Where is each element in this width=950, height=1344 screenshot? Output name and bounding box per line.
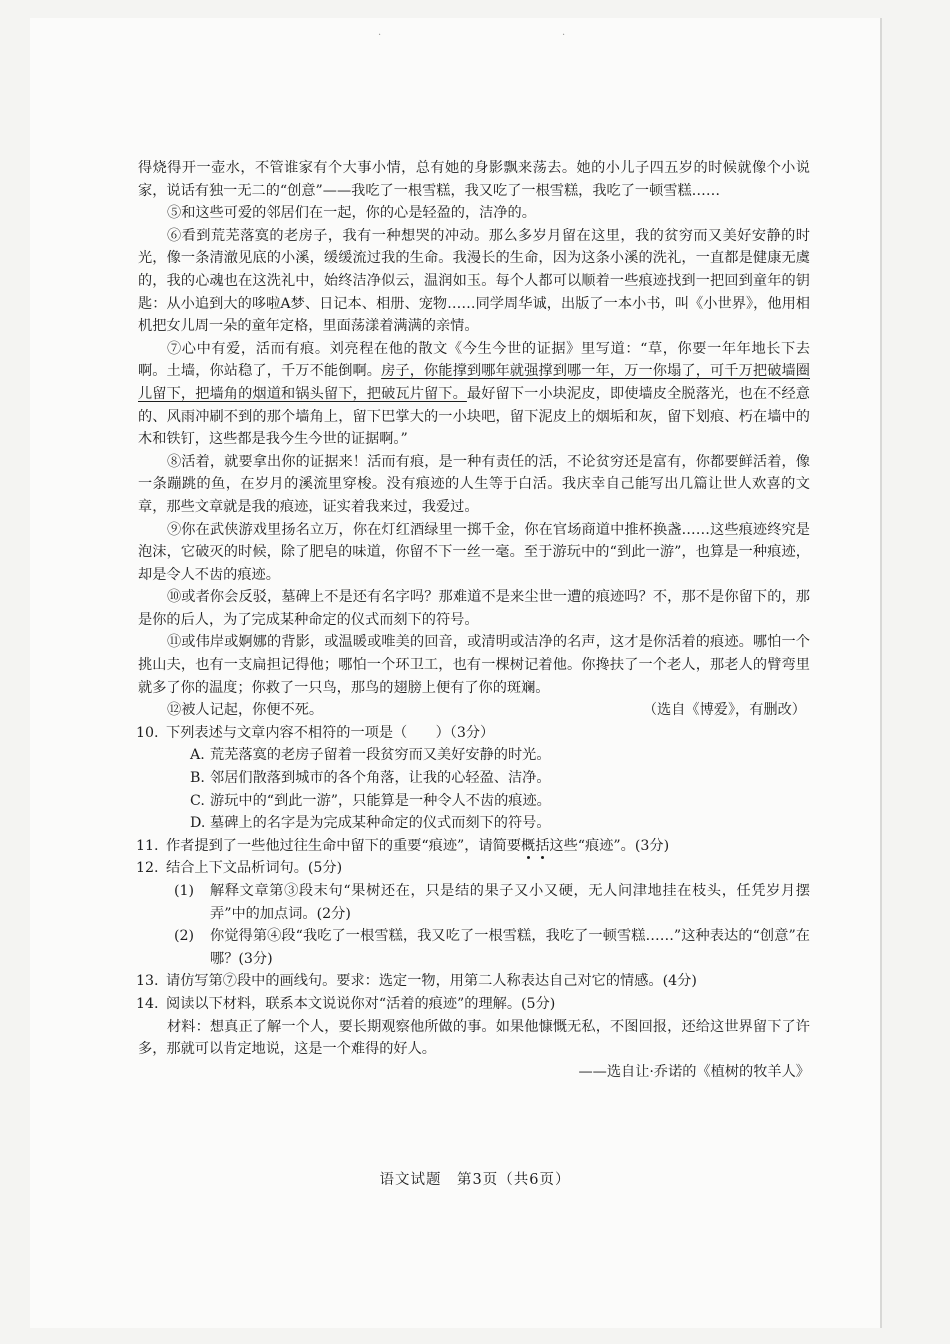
paragraph-5: ⑤和这些可爱的邻居们在一起，你的心是轻盈的，洁净的。: [167, 205, 536, 222]
paragraph-8: ⑧活着，就要拿出你的证据来！活而有痕，是一种有责任的活，不论贫穷还是富有，你都要鲜活着，像一条蹦跳的鱼，在岁月的溪流里穿梭。没有痕迹的人生等于白活。我庆幸自己能写出几篇让世人欢喜的文章，那些文章就是我的痕迹，证实着我来过，我爱过。: [138, 453, 810, 515]
page-footer: 语文试题 第3页（共6页）: [379, 1172, 571, 1188]
paragraph-6: ⑥看到荒芜落寞的老房子，我有一种想哭的冲动。那么多岁月留在这里，我的贫穷而又美好安静的时光，像一条清澈见底的小溪，缓缓流过我的生命。我漫长的生命，因为这条小溪的洗礼，一直都是健康无虞的，我的心魂也在这洗礼中，始终洁净似云，温润如玉。每个人都可以顺着一些痕迹找到一把回到童年的钥匙：从小追到大的哆啦A梦、日记本、相册、宠物……同学周华诚，出版了一本小书，叫《小世界》，他用相机把女儿周一朵的童年定格，里面荡漾着满满的亲情。: [138, 227, 810, 335]
question-stem: 下列表述与文章内容不相符的一项是（ ）（3分）: [166, 724, 495, 741]
option-d: [138, 812, 810, 835]
sub-question-1: [138, 880, 810, 925]
question-10: [138, 722, 810, 745]
option-text: 邻居们散落到城市的各个角落，让我的心轻盈、洁净。: [210, 770, 551, 787]
option-letter: C.: [190, 792, 205, 809]
question-14: [138, 993, 810, 1016]
scan-speck: ·: [378, 30, 382, 41]
paragraph-continued: 得烧得开一壶水，不管谁家有个大事小情，总有她的身影飘来荡去。她的小儿子四五岁的时候就像个小说家，说话有独一无二的“创意”——我吃了一根雪糕，我又吃了一根雪糕，我吃了一顿雪糕……: [138, 160, 810, 199]
paragraph-7: [138, 338, 810, 451]
question-text: 阅读以下材料，联系本文说说你对“活着的痕迹”的理解。(5分): [166, 995, 556, 1012]
question-12: [138, 857, 810, 880]
paragraph-12: ⑫被人记起，你便不死。: [167, 702, 324, 719]
option-letter: A.: [190, 747, 205, 764]
paragraph-10: ⑩或者你会反驳，墓碑上不是还有名字吗？那难道不是来尘世一遭的痕迹吗？不，那不是你留下的，那是你的后人，为了完成某种命定的仪式而刻下的符号。: [138, 589, 810, 628]
material-credit: ——选自让·乔诺的《植树的牧羊人》: [578, 1063, 810, 1080]
option-text: 墓碑上的名字是为完成某种命定的仪式而刻下的符号。: [210, 815, 551, 832]
question-number: 14.: [136, 995, 159, 1012]
paragraph-11: ⑪或伟岸或婀娜的背影，或温暖或唯美的回音，或清明或洁净的名声，这才是你活着的痕迹。哪怕一个挑山夫，也有一支扁担记得他；哪怕一个环卫工，也有一棵树记着他。你搀扶了一个老人，那老人的臂弯里就多了你的温度；你救了一只鸟，那鸟的翅膀上便有了你的斑斓。: [138, 634, 810, 696]
paragraph-12-row: [138, 699, 810, 722]
sub-text: 你觉得第④段“我吃了一根雪糕，我又吃了一根雪糕，我吃了一顿雪糕……”这种表达的“创意”在哪？(3分): [210, 928, 810, 967]
question-text-b: 这些“痕迹”。(3分): [549, 837, 670, 854]
option-a: [138, 744, 810, 767]
question-text: 请仿写第⑦段中的画线句。要求：选定一物，用第二人称表达自己对它的情感。(4分): [166, 973, 697, 990]
reading-material: 材料：想真正了解一个人，要长期观察他所做的事。如果他慷慨无私，不图回报，还给这世界留下了许多，那就可以肯定地说，这是一个难得的好人。: [138, 1018, 810, 1058]
question-11: [138, 835, 810, 858]
option-text: 游玩中的“到此一游”，只能算是一种令人不齿的痕迹。: [210, 792, 551, 809]
question-13: [138, 970, 810, 993]
sub-text: 解释文章第③段末句“果树还在，只是结的果子又小又硬，无人问津地挂在枝头，任凭岁月摆弄”中的加点词。(2分): [210, 883, 810, 922]
option-b: [138, 767, 810, 790]
question-number: 12.: [136, 860, 159, 877]
sub-number: (1): [174, 883, 195, 899]
sub-question-2: [138, 925, 810, 970]
question-stem: 结合上下文品析词句。(5分): [166, 860, 343, 877]
option-letter: D.: [190, 815, 206, 832]
paragraph-9: ⑨你在武侠游戏里扬名立万，你在灯红酒绿里一掷千金，你在官场商道中推杯换盏……这些痕迹终究是泡沫，它破灭的时候，除了肥皂的味道，你留不下一丝一毫。至于游玩中的“到此一游”，也算是一种痕迹，却是令人不齿的痕迹。: [138, 521, 810, 583]
question-number: 10.: [136, 724, 159, 741]
paragraph-7-text-a: ⑦心中有爱，活而有痕。刘亮程在他的散文《今生今世的证据》里写道：“草，你要一年年地长下去啊。土墙，你站稳了，千万不能倒啊。: [138, 340, 810, 380]
option-c: [138, 790, 810, 813]
page-content: [138, 157, 810, 1083]
option-letter: B.: [190, 770, 205, 787]
emphasis-char: 概: [521, 837, 536, 854]
question-number: 11.: [136, 837, 159, 854]
underlined-sentence: 房子，你能撑到哪年就强撑到哪一年，万一你塌了，可千万把破墙圈儿留下，把墙角的烟道和锅头留下，把破瓦片留下。: [138, 363, 810, 402]
paragraph-7-text-b: 最好留下一小块泥皮，即使墙皮全脱落光，也在不经意的、风雨冲刷不到的那个墙角上，留下巴掌大的一小块吧，留下泥皮上的烟垢和灰，留下划痕、朽在墙中的木和铁钉，这些都是我今生今世的证据啊。”: [138, 385, 810, 448]
question-number: 13.: [136, 973, 159, 990]
sub-number: (2): [174, 928, 195, 945]
option-text: 荒芜落寞的老房子留着一段贫穷而又美好安静的时光。: [210, 747, 551, 764]
question-text-a: 作者提到了一些他过往生命中留下的重要“痕迹”，请简要: [166, 837, 522, 854]
source-citation: （选自《博爱》，有删改）: [642, 702, 806, 719]
scan-speck: ·: [562, 30, 566, 41]
emphasis-char: 括: [535, 837, 550, 854]
